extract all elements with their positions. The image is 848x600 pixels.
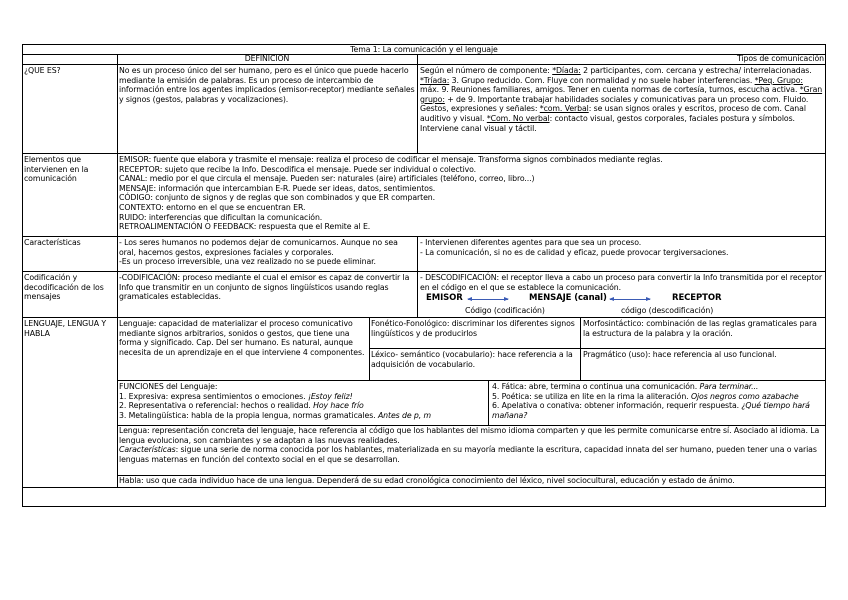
- componente-pragmatico: Pragmático (uso): hace referencia al uso funcional.: [583, 350, 777, 359]
- diagram-codigo-descodificacion: código (descodificación): [621, 306, 714, 315]
- codificacion-text: -CODIFICACIÓN: proceso mediante el cual el emisor es capaz de convertir la Info que transmitir en un conjunto de signos lingüísticos usando reglas gramaticales establecidas.: [119, 273, 410, 302]
- elementos-list: [117, 154, 826, 236]
- elemento-canal: CANAL: medio por el que circula el mensaje. Pueden ser: naturales (aire) artificiales (teléfono, correo, libro...): [119, 174, 535, 184]
- funcion-poetica: 5. Poética: se utiliza en lite en la rima la aliteración. Ojos negros como azabache: [492, 391, 799, 401]
- caracteristicas-left: - Los seres humanos no podemos dejar de comunicarnos. Aunque no sea oral, hacemos gestos, expresiones faciales y corporales. -Es un proceso irreversible, una vez realizado no se puede eliminar.: [119, 238, 398, 267]
- elemento-emisor: EMISOR: fuente que elabora y trasmite el mensaje: realiza el proceso de codificar el mensaje. Transforma signos combinados mediante reglas.: [119, 155, 663, 164]
- diagram-emisor: EMISOR: [426, 293, 463, 303]
- componente-lexico: Léxico- semántico (vocabulario): hace referencia a la adquisición de vocabulario.: [371, 350, 573, 369]
- componente-morfosintactico: Morfosintáctico: combinación de las reglas gramaticales para la estructura de la palabra y la oración.: [583, 319, 817, 338]
- funciones-title: FUNCIONES del Lenguaje:: [119, 382, 218, 391]
- summary-table: [22, 44, 826, 507]
- elemento-codigo: CÓDIGO: conjunto de signos y de reglas que son combinados y que ER comparten.: [119, 193, 436, 203]
- diagram-receptor: RECEPTOR: [672, 293, 722, 303]
- descodificacion-text: - DESCODIFICACIÓN: el receptor lleva a cabo un proceso para convertir la Info transmitida por el receptor en el código en el que se establece la comunicación.: [420, 273, 822, 292]
- funcion-representativa: 2. Representativa o referencial: hechos o realidad. Hoy hace frío: [119, 401, 364, 411]
- row-label-lenguaje: LENGUAJE, LENGUA Y HABLA: [24, 319, 106, 338]
- funciones-right: [490, 381, 826, 425]
- elemento-contexto: CONTEXTO: entorno en el que se encuentran ER.: [119, 202, 306, 212]
- lenguaje-definicion: Lenguaje: capacidad de materializar el proceso comunicativo mediante signos arbitrarios, sonidos o gestos, que tiene una forma y significado. Cap. Del ser humano. Es natural, aunque necesita de un aprendizaje en el que interviene 4 componentes.: [119, 319, 365, 357]
- componente-fonetico: Fonético-Fonológico: discriminar los diferentes signos lingüísticos y de producirlos: [371, 319, 575, 338]
- row-label-que-es: ¿QUE ES?: [24, 66, 61, 75]
- row-label-caracteristicas: Características: [24, 238, 81, 247]
- funciones-left: [117, 381, 467, 425]
- arrow-emisor-mensaje: [468, 299, 508, 300]
- funcion-fatica: 4. Fática: abre, termina o continua una comunicación. Para terminar...: [492, 382, 759, 391]
- elemento-receptor: RECEPTOR: sujeto que recibe la Info. Descodifica el mensaje. Puede ser individual o colectivo.: [119, 164, 477, 174]
- arrow-mensaje-receptor: [610, 299, 650, 300]
- funcion-metalinguistica: 3. Metalingüística: habla de la propia lengua, normas gramaticales. Antes de p, m: [119, 410, 432, 420]
- funcion-apelativa: 6. Apelativa o conativa: obtener información, requerir respuesta. ¿Qué tiempo hará mañana?: [492, 401, 810, 420]
- header-definicion: DEFINICION: [244, 54, 290, 63]
- lengua-definicion: Lengua: representación concreta del lenguaje, hace referencia al código que los hablantes del mismo idioma comparten y que les permite comunicarse entre sí. Asociado al idioma. La lengua evoluciona, son cambiantes y se adaptan a las nuevas realidades. Características: sigue una serie de norma conocida por los hablantes, materializada en su mayoría mediante la escritura, capacidad innata del ser humano, pueden tener una o varias lenguas maternas en función del contexto social en el que se desarrollan.: [119, 426, 820, 464]
- que-es-definicion: No es un proceso único del ser humano, pero es el único que puede hacerlo mediante la emisión de palabras. Es un proceso de intercambio de información entre los agentes implicados (emisor-receptor) mediante señales y signos (gestos, palabras y vocalizaciones).: [119, 66, 415, 104]
- caracteristicas-right: - Intervienen diferentes agentes para que sea un proceso. - La comunicación, si no es de calidad y eficaz, puede provocar tergiversaciones.: [420, 238, 729, 257]
- elemento-mensaje: MENSAJE: información que intercambian E-R. Puede ser ideas, datos, sentimientos.: [119, 183, 436, 193]
- que-es-tipos: Según el número de componente: *Díada: 2 participantes, com. cercana y estrecha/ interrelacionadas. *Tríada: 3. Grupo reducido. Com. Fluye con normalidad y no suele haber interferencias. *Peq. Grupo: máx. 9. Reuniones familiares, amigos. Tener en cuenta normas de cortesía, turnos, escucha activa. *Gran grupo: + de 9. Importante trabajar habilidades sociales y comunicativas para un proceso com. Fluido. Gestos, expresiones y señales: *com. Verbal: se usan signos orales y escritos, proceso de com. Canal auditivo y visual. *Com. No verbal: contacto visual, gestos corporales, faciales postura y símbolos. Interviene canal visual y táctil.: [420, 66, 823, 133]
- habla-definicion: Habla: uso que cada individuo hace de una lengua. Dependerá de su edad cronológica conocimiento del léxico, nivel sociocultural, educación y estado de ánimo.: [119, 476, 735, 485]
- row-label-elementos: Elementos que intervienen en la comunicación: [24, 155, 89, 184]
- funcion-expresiva: 1. Expresiva: expresa sentimientos o emociones. ¡Estoy feliz!: [119, 391, 353, 401]
- diagram-codigo-codificacion: Código (codificación): [465, 306, 545, 315]
- elemento-ruido: RUIDO: interferencias que dificultan la comunicación.: [119, 212, 323, 222]
- elemento-feedback: RETROALIMENTACIÓN O FEEDBACK: respuesta que el Remite al E.: [119, 222, 371, 232]
- diagram-mensaje: MENSAJE (canal): [529, 293, 607, 303]
- header-tipos: Tipos de comunicación: [736, 54, 824, 63]
- page-title: Tema 1: La comunicación y el lenguaje: [350, 45, 498, 54]
- row-label-codificacion: Codificación y decodificación de los mensajes: [24, 273, 104, 302]
